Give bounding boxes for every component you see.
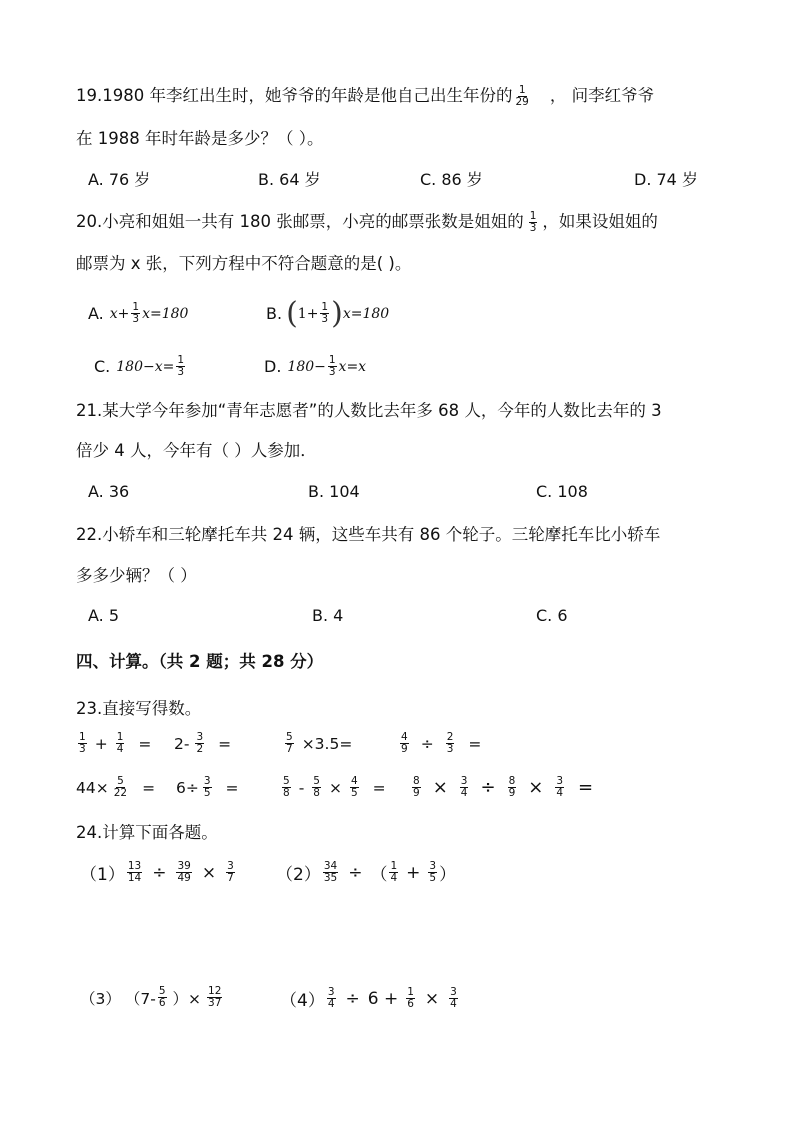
q23-r2-item3 xyxy=(280,776,386,799)
fraction xyxy=(323,861,338,884)
fraction xyxy=(226,861,235,884)
equals: = xyxy=(225,778,239,797)
frac-den: 7 xyxy=(227,872,234,884)
q22-line1: 22.小轿车和三轮摩托车共 24 辆，这些车共有 86 个轮子。三轮摩托车比小轿车 xyxy=(76,525,661,544)
fraction xyxy=(113,776,128,799)
q20-fraction xyxy=(529,211,538,234)
operator: - xyxy=(298,778,305,797)
frac-num: 12 xyxy=(208,985,222,997)
q21-line2: 倍少 4 人，今年有（ ）人参加． xyxy=(76,441,317,460)
frac-num: 1 xyxy=(132,301,140,313)
frac-den: 49 xyxy=(177,872,191,884)
frac-den: 3 xyxy=(132,313,140,325)
equals: = xyxy=(578,777,594,798)
fraction xyxy=(195,732,204,755)
math-text: （7- xyxy=(124,989,156,1008)
option-label: A. xyxy=(88,303,104,323)
q20-text-b: ，如果设姐姐的 xyxy=(542,212,658,231)
problem-label: （2） xyxy=(276,865,321,885)
frac-num: 5 xyxy=(286,731,293,743)
fraction xyxy=(176,861,191,884)
fraction xyxy=(78,732,87,755)
frac-num: 13 xyxy=(127,860,142,872)
fraction xyxy=(328,355,337,378)
q24-problem-4 xyxy=(280,986,460,1011)
frac-den: 4 xyxy=(556,787,564,799)
math-text: 1+ xyxy=(297,305,319,322)
math-text: 6÷ xyxy=(176,778,199,797)
frac-num: 1 xyxy=(116,731,124,743)
q23-r2-item1 xyxy=(76,776,155,799)
problem-label: （1） xyxy=(80,865,125,885)
equals: = xyxy=(468,734,482,753)
math-text: x=180 xyxy=(142,305,189,322)
option-label: B. xyxy=(266,303,283,323)
frac-den: 2 xyxy=(196,743,204,755)
fraction xyxy=(555,776,564,799)
equals: = xyxy=(138,734,152,753)
frac-den: 9 xyxy=(413,787,420,799)
frac-num: 1 xyxy=(79,731,86,743)
fraction xyxy=(158,986,167,1009)
frac-num: 5 xyxy=(283,775,290,787)
frac-den: 9 xyxy=(508,787,516,799)
math-text: 2- xyxy=(174,734,190,753)
frac-den: 6 xyxy=(407,998,414,1010)
frac-den: 5 xyxy=(350,787,358,799)
frac-num: 3 xyxy=(460,775,468,787)
q19-option-a[interactable]: A. 76 岁 xyxy=(88,170,151,189)
operator: × xyxy=(424,988,440,1009)
frac-den: 35 xyxy=(323,872,338,884)
fraction xyxy=(449,987,458,1010)
operator: ÷ xyxy=(480,777,496,798)
problem-label: （4） xyxy=(280,991,325,1011)
frac-den: 5 xyxy=(429,872,437,884)
frac-num: 3 xyxy=(196,731,204,743)
q19-option-c[interactable]: C. 86 岁 xyxy=(420,170,483,189)
q24-title: 24.计算下面各题。 xyxy=(76,823,218,842)
frac-den: 4 xyxy=(460,787,468,799)
frac-num: 2 xyxy=(446,731,454,743)
frac-den: 9 xyxy=(401,743,408,755)
frac-num: 34 xyxy=(323,860,338,872)
q23-title: 23.直接写得数。 xyxy=(76,699,202,718)
equals: = xyxy=(218,734,232,753)
option-label: C. xyxy=(94,356,111,376)
frac-den: 3 xyxy=(177,366,185,378)
frac-num: 1 xyxy=(321,301,329,313)
frac-num: 3 xyxy=(327,986,335,998)
math-text: 44× xyxy=(76,778,109,797)
math-text: ×3.5= xyxy=(301,734,353,753)
frac-den: 4 xyxy=(450,998,457,1010)
math-text: x=x xyxy=(338,358,367,375)
frac-den: 3 xyxy=(529,222,537,234)
q22-option-a[interactable]: A. 5 xyxy=(88,606,120,625)
q20-line2: 邮票为 x 张，下列方程中不符合题意的是( )。 xyxy=(76,254,412,273)
frac-den: 37 xyxy=(208,997,222,1009)
q23-r1-item4 xyxy=(398,732,481,755)
fraction xyxy=(116,732,125,755)
operator: + xyxy=(94,734,108,753)
q19-text-b: ， 问李红爷爷 xyxy=(549,86,655,105)
operator: × xyxy=(328,778,342,797)
fraction xyxy=(327,987,336,1010)
math-text: 6 + xyxy=(367,988,399,1009)
operator: × xyxy=(432,777,448,798)
math-text: x+ xyxy=(109,305,130,322)
frac-num: 1 xyxy=(328,354,336,366)
fraction xyxy=(282,776,291,799)
frac-num: 8 xyxy=(508,775,516,787)
q23-r2-item2 xyxy=(176,776,239,799)
equals: = xyxy=(142,778,156,797)
operator: ÷ xyxy=(420,734,434,753)
fraction xyxy=(350,776,359,799)
math-text: x=180 xyxy=(342,305,390,322)
frac-den: 3 xyxy=(446,743,454,755)
frac-num: 1 xyxy=(518,84,526,96)
frac-num: 3 xyxy=(429,860,437,872)
fraction xyxy=(285,732,294,755)
q24-problem-2 xyxy=(276,860,456,885)
fraction xyxy=(131,302,140,325)
right-paren: ） xyxy=(439,865,457,885)
q23-r1-item2 xyxy=(174,732,231,755)
q20-option-b[interactable] xyxy=(266,295,390,331)
fraction xyxy=(400,732,409,755)
left-paren: （ xyxy=(370,865,388,885)
q19-option-b[interactable]: B. 64 岁 xyxy=(258,170,321,189)
fraction xyxy=(127,861,142,884)
frac-num: 5 xyxy=(158,985,166,997)
frac-num: 1 xyxy=(390,860,398,872)
q20-option-c[interactable] xyxy=(94,355,187,378)
option-label: D. xyxy=(264,356,282,376)
frac-num: 39 xyxy=(177,860,191,872)
section-heading: 四、计算。（共 2 题；共 28 分） xyxy=(76,652,324,671)
frac-den: 22 xyxy=(113,787,128,799)
left-paren: ( xyxy=(286,295,298,331)
frac-den: 4 xyxy=(327,998,335,1010)
right-paren: ) xyxy=(331,295,343,331)
fraction xyxy=(406,987,415,1010)
frac-den: 4 xyxy=(116,743,124,755)
frac-den: 6 xyxy=(158,997,166,1009)
q20-text-a: 20.小亮和姐姐一共有 180 张邮票，小亮的邮票张数是姐姐的 xyxy=(76,212,524,231)
operator: × xyxy=(201,862,217,883)
q19-text-a: 19.1980 年李红出生时，她爷爷的年龄是他自己出生年份的 xyxy=(76,86,513,105)
q20-line1 xyxy=(76,210,658,234)
math-text: ）× xyxy=(172,989,202,1008)
frac-num: 3 xyxy=(450,986,457,998)
frac-den: 8 xyxy=(283,787,290,799)
q24-problem-3 xyxy=(80,986,224,1009)
frac-num: 1 xyxy=(407,986,414,998)
operator: ÷ xyxy=(345,988,360,1009)
frac-den: 3 xyxy=(328,366,336,378)
q21-option-c[interactable]: C. 108 xyxy=(536,482,588,501)
q23-r2-item4 xyxy=(410,776,593,799)
q22-option-b[interactable]: B. 4 xyxy=(312,606,344,625)
frac-den: 4 xyxy=(390,872,398,884)
q23-r1-item1 xyxy=(76,732,151,755)
frac-den: 3 xyxy=(321,313,329,325)
frac-den: 29 xyxy=(515,96,529,108)
q24-problem-1 xyxy=(80,860,237,885)
math-text: 180−x= xyxy=(116,358,175,375)
frac-den: 5 xyxy=(203,787,211,799)
operator: ÷ xyxy=(348,862,363,883)
frac-num: 3 xyxy=(203,775,211,787)
frac-num: 4 xyxy=(401,731,408,743)
fraction xyxy=(207,986,222,1009)
frac-num: 5 xyxy=(117,775,124,787)
frac-num: 8 xyxy=(413,775,420,787)
fraction xyxy=(446,732,455,755)
frac-den: 8 xyxy=(313,787,320,799)
frac-den: 3 xyxy=(79,743,86,755)
operator: + xyxy=(406,862,421,883)
q23-r1-item3 xyxy=(283,732,352,755)
fraction xyxy=(460,776,469,799)
q21-option-a[interactable]: A. 36 xyxy=(88,482,130,501)
q19-line2: 在 1988 年时年龄是多少？（ ）。 xyxy=(76,129,324,148)
fraction xyxy=(176,355,185,378)
operator: ÷ xyxy=(152,862,167,883)
fraction xyxy=(389,861,398,884)
frac-num: 4 xyxy=(350,775,358,787)
fraction xyxy=(412,776,421,799)
frac-num: 3 xyxy=(556,775,564,787)
q19-fraction xyxy=(514,85,529,108)
q19-option-d[interactable]: D. 74 岁 xyxy=(634,170,698,189)
operator: × xyxy=(528,777,544,798)
q20-option-a[interactable] xyxy=(88,302,188,325)
q22-option-c[interactable]: C. 6 xyxy=(536,606,568,625)
fraction xyxy=(203,776,212,799)
q20-option-d[interactable] xyxy=(264,355,366,378)
fraction xyxy=(320,302,329,325)
q21-line1: 21.某大学今年参加“青年志愿者”的人数比去年多 68 人，今年的人数比去年的 3 xyxy=(76,401,662,420)
fraction xyxy=(508,776,517,799)
frac-num: 1 xyxy=(529,210,537,222)
problem-label: （3） xyxy=(80,989,121,1008)
frac-num: 1 xyxy=(177,354,185,366)
math-text: 180− xyxy=(287,358,326,375)
q22-line2: 多多少辆？（ ） xyxy=(76,566,197,585)
fraction xyxy=(428,861,437,884)
fraction xyxy=(312,776,321,799)
frac-den: 7 xyxy=(286,743,293,755)
frac-num: 5 xyxy=(313,775,320,787)
frac-den: 14 xyxy=(127,872,142,884)
equals: = xyxy=(372,778,386,797)
frac-num: 3 xyxy=(227,860,234,872)
q19-line1 xyxy=(76,84,654,108)
q21-option-b[interactable]: B. 104 xyxy=(308,482,360,501)
